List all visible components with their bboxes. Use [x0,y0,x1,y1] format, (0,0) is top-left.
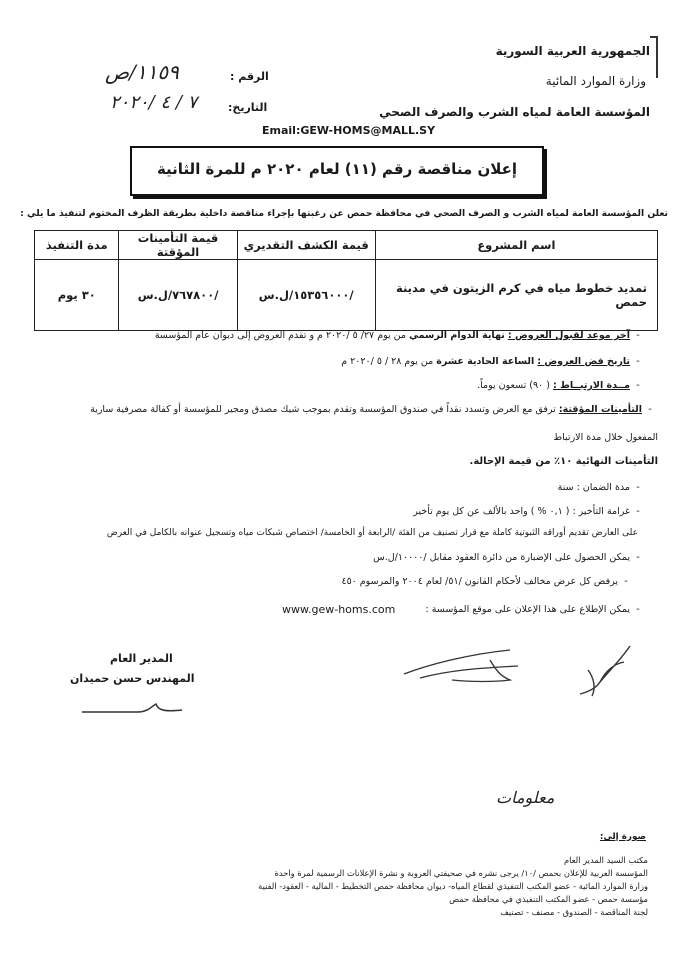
item-opening: -تاريخ فض العروض : الساعة الحادية عشرة من يوم ٢٨ / ٥ /٢٠٢٠ م [341,356,640,367]
org-country: الجمهورية العربية السورية [495,44,650,58]
announcement-intro: تعلن المؤسسة العامة لمياه الشرب و الصرف الصحي في محافظة حمص عن رغبتها بإجراء مناقصة داخلية بطريقة الظرف المختوم لتنفيذ ما يلي : [20,208,668,219]
ministry-signature-icon [570,640,642,700]
deadline-label: آخر موعد لقبول العروض : [507,330,630,341]
announcement-title: إعلان مناقصة رقم (١١) لعام ٢٠٢٠ م للمرة الثانية [156,160,518,178]
table-header-row [35,231,658,260]
deadline-bold: نهاية الدوام الرسمي [409,330,505,341]
item-classification: على العارض تقديم أوراقه الثبوتية كاملة مع قرار تصنيف من الفئة /الرابعة أو الخامسة/ اختصاص شبكات مياه وتسجيل عنوانه بالكامل في العرض [106,528,638,538]
opening-text: من يوم ٢٨ / ٥ /٢٠٢٠ م [341,356,434,367]
item-booklet: -يمكن الحصول على الإضبارة من دائرة العقود مقابل /١٠٠٠٠/ل.س [373,552,640,563]
deadline-text: من يوم ٢٧/ ٥ /٢٠٢٠ م و تقدم العروض إلى ديوان عام المؤسسة [154,330,406,341]
handwritten-signature-icon [400,640,530,690]
item-deadline: -آخر موعد لقبول العروض : نهاية الدوام الرسمي من يوم ٢٧/ ٥ /٢٠٢٠ م و تقدم العروض إلى ديوان عام المؤسسة [154,330,640,341]
email: Email:GEW-HOMS@MALL.SY [262,124,436,137]
header-temp-insurance: قيمة التأمينات المؤقتة [119,231,237,260]
header-duration: مدة التنفيذ [35,231,119,260]
header-project-name: اسم المشروع [375,231,657,260]
item-warranty: -مدة الضمان : سنة [557,482,640,493]
copy-line: وزارة الموارد المائية - عضو المكتب التنفيذي لقطاع المياه- ديوان محافظة حمص التخطيط - المالية - العقود- الفنية [258,881,648,891]
copies-heading: صورة إلى: [599,832,646,842]
cell-estimate: /١٥٣٥٦٠٠٠/ل.س [237,260,375,331]
org-ministry: وزارة الموارد المائية [545,74,646,88]
signature-name: المهندس حسن حميدان [70,672,195,685]
director-signature-icon [78,696,188,720]
corner-mark [650,36,658,78]
date-value: ٧ / ٤ /٢٠٢٠ [110,92,198,113]
date-label: التاريخ: [228,101,268,114]
ref-label: الرقم : [230,70,269,83]
opening-bold: الساعة الحادية عشرة [436,356,535,367]
table-row [35,260,658,331]
website-label: يمكن الإطلاع على هذا الإعلان على موقع المؤسسة : [425,604,630,615]
warranty-text: مدة الضمان : سنة [557,482,630,493]
ref-value: ١١٥٩/ص [105,60,179,84]
cell-duration: ٣٠ يوم [35,260,119,331]
stamp-word: معلومات [496,788,555,807]
project-table [34,230,658,331]
item-penalty: -غرامة التأخير : ( ٠,١ % ) واحد بالألف عن كل يوم تأخير [413,506,640,517]
org-institution: المؤسسة العامة لمياه الشرب والصرف الصحي [379,105,650,119]
item-reject: -يرفض كل عرض مخالف لأحكام القانون /٥١/ لعام ٢٠٠٤ والمرسوم ٤٥٠ [341,576,628,587]
cell-temp-insurance: /٧٦٧٨٠٠/ل.س [119,260,237,331]
announcement-title-box [130,146,544,196]
reject-text: يرفض كل عرض مخالف لأحكام القانون /٥١/ لعام ٢٠٠٤ والمرسوم ٤٥٠ [341,576,618,587]
header-estimate: قيمة الكشف التقديري [237,231,375,260]
opening-label: تاريخ فض العروض : [537,356,630,367]
item-temp-insurance: -التأمينات المؤقتة: ترفق مع العرض وتسدد نقداً في صندوق المؤسسة وتقدم بموجب شيك مصدق ومجير للمؤسسة أو كفالة مصرفية سارية [90,404,652,415]
cell-project-name: تمديد خطوط مياه في كرم الزيتون في مدينة حمص [375,260,657,331]
booklet-text: يمكن الحصول على الإضبارة من دائرة العقود مقابل /١٠٠٠٠/ل.س [373,552,630,563]
item-final-insurance: التأمينات النهائية ١٠٪ من قيمة الإحالة. [469,456,658,467]
validity-label: مــدة الارتبــاط : [552,380,630,391]
temp-label: التأمينات المؤقتة: [558,404,642,415]
temp-text: ترفق مع العرض وتسدد نقداً في صندوق المؤسسة وتقدم بموجب شيك مصدق ومجير للمؤسسة أو كفالة مصرفية سارية [90,404,556,415]
item-validity: -مــدة الارتبــاط : ( ٩٠) تسعون يوماً. [477,380,640,391]
copy-line: المؤسسة العربية للإعلان بحمص /١٠/ يرجى نشره في صحيفتي العروبة و نشرة الإعلانات الرسمية لمرة واحدة [274,868,648,878]
penalty-text: غرامة التأخير : ( ٠,١ % ) واحد بالألف عن كل يوم تأخير [413,506,630,517]
website-link[interactable]: www.gew-homs.com [282,603,396,616]
validity-text: ( ٩٠) تسعون يوماً. [477,380,550,391]
copy-line: لجنة المناقصة - الصندوق - مصنف - تصنيف [500,907,648,917]
item-website: -يمكن الإطلاع على هذا الإعلان على موقع المؤسسة : [425,604,640,615]
item-temp-insurance-cont: المفعول خلال مدة الارتباط [553,432,658,443]
signature-role: المدير العام [110,652,173,665]
copy-line: مؤسسة حمص - عضو المكتب التنفيذي في محافظة حمص [449,894,648,904]
copy-line: مكتب السيد المدير العام [563,855,648,865]
